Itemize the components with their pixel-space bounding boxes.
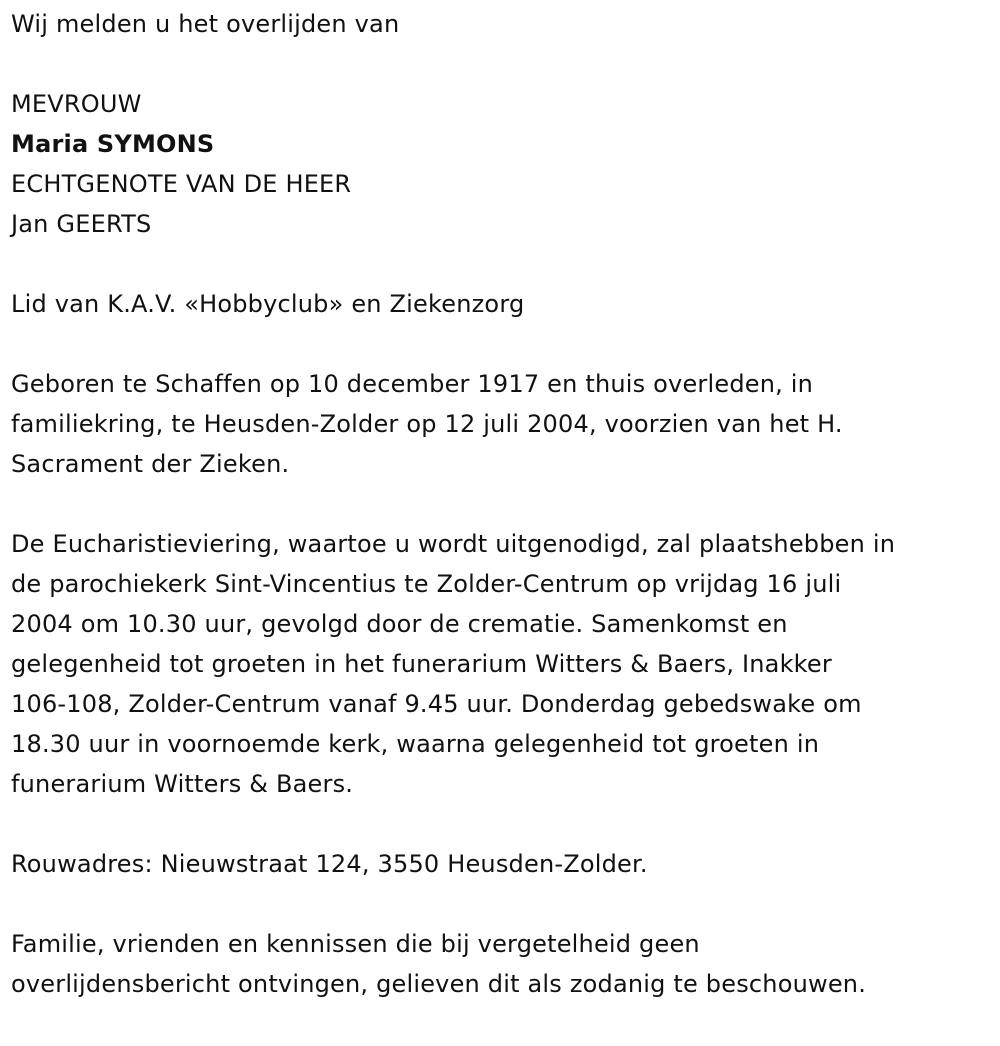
paragraph-line: de parochiekerk Sint-Vincentius te Zolder-Centrum op vrijdag 16 juli (11, 570, 842, 598)
paragraph-line: De Eucharistieviering, waartoe u wordt uitgenodigd, zal plaatshebben in (11, 530, 896, 558)
spacer (11, 324, 988, 364)
spacer (11, 804, 988, 844)
paragraph-line: 2004 om 10.30 uur, gevolgd door de crematie. Samenkomst en (11, 610, 788, 638)
paragraph-line: Familie, vrienden en kennissen die bij vergetelheid geen (11, 930, 700, 958)
mourning-address: Rouwadres: Nieuwstraat 124, 3550 Heusden-Zolder. (11, 850, 648, 878)
membership-text: Lid van K.A.V. «Hobbyclub» en Ziekenzorg (11, 290, 525, 318)
paragraph-line: 106-108, Zolder-Centrum vanaf 9.45 uur. Donderdag gebedswake om (11, 690, 862, 718)
closing-paragraph (11, 924, 988, 1004)
paragraph-line: overlijdensbericht ontvingen, gelieven dit als zodanig te beschouwen. (11, 970, 867, 998)
spouse-name: Jan GEERTS (11, 210, 152, 238)
title-text: MEVROUW (11, 90, 142, 118)
spacer (11, 884, 988, 924)
ceremony-paragraph (11, 524, 988, 804)
birth-death-paragraph (11, 364, 988, 484)
paragraph-line: Geboren te Schaffen op 10 december 1917 en thuis overleden, in (11, 370, 814, 398)
paragraph-line: gelegenheid tot groeten in het funerarium Witters & Baers, Inakker (11, 650, 832, 678)
paragraph-line: Sacrament der Zieken. (11, 450, 290, 478)
deceased-name: Maria SYMONS (11, 130, 215, 158)
paragraph-line: familiekring, te Heusden-Zolder op 12 juli 2004, voorzien van het H. (11, 410, 843, 438)
intro-text: Wij melden u het overlijden van (11, 10, 400, 38)
spacer (11, 244, 988, 284)
paragraph-line: funerarium Witters & Baers. (11, 770, 354, 798)
spacer (11, 44, 988, 84)
spouse-title: ECHTGENOTE VAN DE HEER (11, 170, 352, 198)
spacer (11, 484, 988, 524)
paragraph-line: 18.30 uur in voornoemde kerk, waarna gelegenheid tot groeten in (11, 730, 820, 758)
